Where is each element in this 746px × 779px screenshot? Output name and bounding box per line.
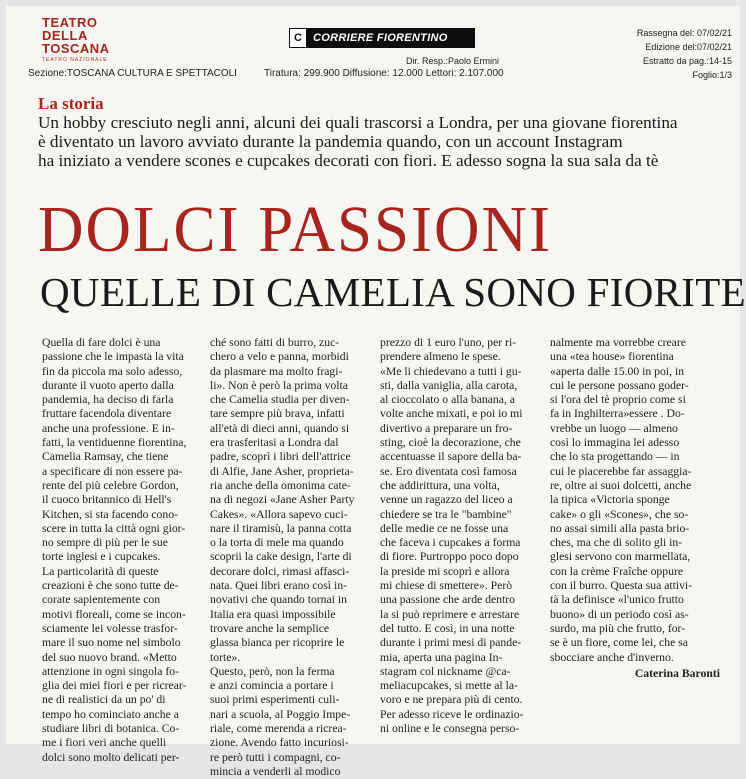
column-line: re, oltre ai suoi dolcetti, anche xyxy=(550,478,692,492)
column-line: torte». xyxy=(210,650,241,664)
column-line: chero a velo e panna, morbidi xyxy=(210,350,349,364)
column-line: da plasmare ma molto fragi- xyxy=(210,364,343,378)
column-line: «Me li chiedevano a tutti i gu- xyxy=(380,364,522,378)
column-line: corate sapientemente con xyxy=(42,593,161,607)
column-line: chiedere se tra le "bambine" xyxy=(380,507,512,521)
masthead-icon: C xyxy=(289,28,307,48)
column-line: anche una professione. E in- xyxy=(42,421,175,435)
column-line: delle medie ce ne fosse una xyxy=(380,521,509,535)
column-line: trovare anche la semplice xyxy=(210,621,330,635)
column-line: nari a scuola, al Poggio Impe- xyxy=(210,707,351,721)
column-line: pandemia, ha deciso di farla xyxy=(42,393,174,407)
meta-rassegna: Rassegna del: 07/02/21 xyxy=(636,28,732,38)
column-line: passione che le impasta la vita xyxy=(42,350,184,364)
column-line: Questo, però, non la ferma xyxy=(210,664,335,678)
column-line: glesi servono con marmellata, xyxy=(550,550,691,564)
press-clipping-header xyxy=(6,6,740,84)
column-line: li». Non è però la prima volta xyxy=(210,378,348,392)
column-line: surdo, ma più che frutto, for- xyxy=(550,621,686,635)
column-line: ria anche della omonima cate- xyxy=(210,478,351,492)
column-line: la si può reprimere e arrestare xyxy=(380,607,520,621)
column-line: che faceva i cupcakes a forma xyxy=(380,536,521,550)
column-line: voro e ne prepara più di cento. xyxy=(380,693,523,707)
column-line: stagram col nickname @ca- xyxy=(380,664,511,678)
column-line: durante i primi mesi di pande- xyxy=(380,636,522,650)
column-line: vrebbe un luogo — almeno xyxy=(550,421,678,435)
column-line: riale, come merenda a ricrea- xyxy=(210,722,347,736)
column-line: sciamente lei volesse trasfor- xyxy=(42,621,178,635)
column-line: zione. Avendo fatto incuriosi- xyxy=(210,736,349,750)
column-line: che Camelia studia per diven- xyxy=(210,393,350,407)
column-line: era trasferitasi a Londra dal xyxy=(210,436,339,450)
column-line: torte inglesi e i cupcakes. xyxy=(42,550,161,564)
article-deck xyxy=(38,113,728,170)
meta-foglio: Foglio:1/3 xyxy=(692,70,732,80)
column-line: attenzione in ogni singola fo- xyxy=(42,664,179,678)
logo-line-2: DELLA xyxy=(42,28,88,43)
column-line: di fiore. Purtroppo poco dopo xyxy=(380,550,519,564)
column-line: la preside mi scoprì e allora xyxy=(380,564,510,578)
column-line: con la crème Fraîche oppure xyxy=(550,564,684,578)
column-line: nalmente ma vorrebbe creare xyxy=(550,336,686,349)
column-line: Per adesso riceve le ordinazio- xyxy=(380,707,524,721)
column-line: di Alfie, Jane Asher, proprieta- xyxy=(210,464,354,478)
column-line: nare il tiramisù, la panna cotta xyxy=(210,521,352,535)
column-line: motivi floreali, come se incon- xyxy=(42,607,186,621)
meta-pagine: Estratto da pag.:14-15 xyxy=(642,56,732,66)
theatre-logo xyxy=(42,16,138,68)
column-line: fruttare facendola diventare xyxy=(42,407,172,421)
column-line: che lo sta progettando — in xyxy=(550,450,680,464)
column-line: del tutto. E così, in una notte xyxy=(380,621,515,635)
column-line: che addirittura, una volta, xyxy=(380,478,500,492)
article-kicker: La storia xyxy=(38,94,104,113)
section-label: Sezione:TOSCANA CULTURA E SPETTACOLI xyxy=(28,68,237,79)
column-line: La particolarità di queste xyxy=(42,564,159,578)
text-column-1 xyxy=(42,336,202,765)
column-line: mincia a venderli al modico xyxy=(210,764,341,778)
column-line: mi chiese di smettere». Però xyxy=(380,579,513,593)
column-line: volte anche mixati, e poi io mi xyxy=(380,407,523,421)
column-line: accentuasse il sapore della ba- xyxy=(380,450,522,464)
column-line: «aperta dalle 15.00 in poi, in xyxy=(550,364,685,378)
column-line: così lo immagina lei adesso xyxy=(550,436,680,450)
column-line: fatti, la ventiduenne fiorentina, xyxy=(42,436,187,450)
column-line: nata. Quei libri erano così in- xyxy=(210,579,347,593)
column-line: suoi primi esperimenti culi- xyxy=(210,693,340,707)
column-line: no sempre di più per le sue xyxy=(42,536,168,550)
column-line: sti, dalla vaniglia, alla carota, xyxy=(380,378,518,392)
column-line: al cioccolato o alla banana, a xyxy=(380,393,515,407)
text-column-3 xyxy=(380,336,540,736)
column-line: fin da piccola ma solo adesso, xyxy=(42,364,183,378)
column-line: ne di realistici da un po' di xyxy=(42,693,166,707)
column-line: na di negozi «Jane Asher Party xyxy=(210,493,355,507)
column-line: Quella di fare dolci è una xyxy=(42,336,161,349)
column-line: cui le persone possano goder- xyxy=(550,378,689,392)
article-headline: DOLCI PASSIONI xyxy=(38,192,553,266)
publication-masthead xyxy=(289,28,475,48)
column-line: glia dei miei fiori e per ricrear- xyxy=(42,679,187,693)
text-column-2 xyxy=(210,336,370,779)
column-line: la tipica «Victoria sponge xyxy=(550,493,670,507)
column-line: re però tutti i compagni, co- xyxy=(210,750,341,764)
deck-line: Un hobby cresciuto negli anni, alcuni dei quali trascorsi a Londra, per una giovane fiorentina xyxy=(38,113,678,132)
column-line: venne un ragazzo del liceo a xyxy=(380,493,513,507)
column-line: e anzi comincia a portare i xyxy=(210,679,334,693)
column-line: prezzo di 1 euro l'uno, per ri- xyxy=(380,336,517,349)
column-line: buono» di un periodo così as- xyxy=(550,607,689,621)
column-line: ché sono fatti di burro, zuc- xyxy=(210,336,340,349)
deck-line: è diventato un lavoro avviato durante la pandemia quando, con un account Instagram xyxy=(38,132,623,151)
column-line: dolci sono molto delicati per- xyxy=(42,750,180,764)
column-line: se. Ero diventata così famosa xyxy=(380,464,517,478)
column-line: si l'ora del tè proprio come si xyxy=(550,393,686,407)
author-byline: Caterina Baronti xyxy=(634,666,720,680)
column-line: padre, scoprì i libri dell'attrice xyxy=(210,450,351,464)
deck-line: ha iniziato a vendere scones e cupcakes decorati con fiori. E adesso sogna la sua sala da tè xyxy=(38,151,659,170)
editor-line: Dir. Resp.:Paolo Ermini xyxy=(406,56,500,66)
column-line: durante il vuoto aperto dalla xyxy=(42,378,174,392)
column-line: tempo ho cominciato anche a xyxy=(42,707,179,721)
column-line: Cakes». «Allora sapevo cuci- xyxy=(210,507,348,521)
logo-subtitle: TEATRO NAZIONALE xyxy=(42,57,108,63)
column-line: cui le piacerebbe far assaggia- xyxy=(550,464,692,478)
column-line: Kitchen, si sta facendo cono- xyxy=(42,507,178,521)
column-line: scere in tutta la città ogni gior- xyxy=(42,521,186,535)
column-line: fa in Inghilterra»essere . Do- xyxy=(550,407,685,421)
column-line: divertivo a preparare un fro- xyxy=(380,421,513,435)
column-line: rente del più celebre Gordon, xyxy=(42,478,179,492)
article-subhead: QUELLE DI CAMELIA SONO FIORITE xyxy=(40,269,746,315)
column-line: no assai simili alla pasta brio- xyxy=(550,521,690,535)
column-line: novativi che quando tornai in xyxy=(210,593,347,607)
column-line: creazioni è che sono tutte de- xyxy=(42,579,179,593)
column-line: tare sempre più brava, infatti xyxy=(210,407,345,421)
column-line: mia, aperta una pagina In- xyxy=(380,650,503,664)
clipping-meta xyxy=(637,26,732,82)
column-line: me i fiori veri anche quelli xyxy=(42,736,167,750)
circulation-line: Tiratura: 299.900 Diffusione: 12.000 Lettori: 2.107.000 xyxy=(264,68,504,79)
publication-name: CORRIERE FIORENTINO xyxy=(313,32,448,44)
column-line: studiare libri di botanica. Co- xyxy=(42,722,180,736)
column-line: mare il suo nome nel simbolo xyxy=(42,636,181,650)
column-line: sbocciare anche d'inverno. xyxy=(550,650,674,664)
logo-line-1: TEATRO xyxy=(42,15,98,30)
column-line: decorare dolci, rimasi affasci- xyxy=(210,564,350,578)
column-line: o la torta di mele ma quando xyxy=(210,536,344,550)
column-line: prendere almeno le spese. xyxy=(380,350,501,364)
column-line: una passione che arde dentro xyxy=(380,593,515,607)
text-column-4 xyxy=(550,336,720,681)
column-line: cake» o gli «Scones», che so- xyxy=(550,507,689,521)
column-line: scoprii la cake design, l'arte di xyxy=(210,550,352,564)
column-line: ches, ma che di solito gli in- xyxy=(550,536,683,550)
logo-line-3: TOSCANA xyxy=(42,41,110,56)
column-line: Camelia Ramsay, che tiene xyxy=(42,450,169,464)
column-line: ni online e le consegna perso- xyxy=(380,722,520,736)
column-line: se è un fiore, come lei, che sa xyxy=(550,636,688,650)
newspaper-page xyxy=(6,6,746,778)
meta-edizione: Edizione del:07/02/21 xyxy=(645,42,732,52)
column-line: sting, cioè la decorazione, che xyxy=(380,436,521,450)
column-line: meliacupcakes, si mette al la- xyxy=(380,679,518,693)
column-line: una «tea house» fiorentina xyxy=(550,350,674,364)
column-line: all'età di dieci anni, quando si xyxy=(210,421,350,435)
column-line: con il burro. Questa sua attivi- xyxy=(550,579,693,593)
column-line: del suo nuovo brand. «Metto xyxy=(42,650,177,664)
column-line: glassa bianca per ricoprire le xyxy=(210,636,345,650)
column-line: il cuoco britannico di Hell's xyxy=(42,493,172,507)
column-line: a specificare di non essere pa- xyxy=(42,464,183,478)
column-line: Italia era quasi impossibile xyxy=(210,607,336,621)
column-line: tà la definisce «l'unico frutto xyxy=(550,593,684,607)
